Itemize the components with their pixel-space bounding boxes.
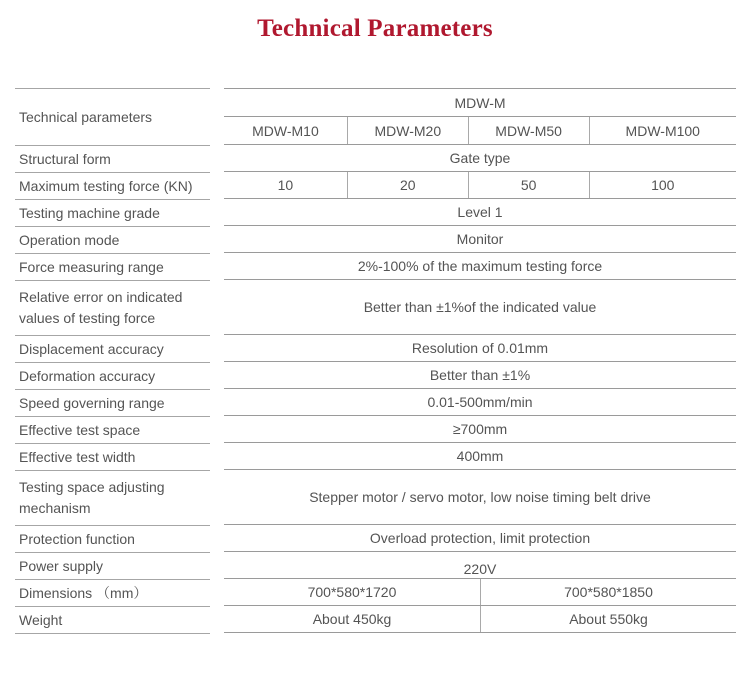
value-cell <box>224 199 736 225</box>
model-name: MDW-M10 <box>252 122 319 139</box>
value-text: Better than ±1%of the indicated value <box>363 299 597 315</box>
value-text: About 450kg <box>312 611 392 627</box>
value-text: 0.01-500mm/min <box>427 394 533 410</box>
row-force-range <box>224 253 736 280</box>
group-header-cell <box>224 89 736 116</box>
model-header-cell <box>468 117 589 144</box>
value-text: Stepper motor / servo motor, low noise timing belt drive <box>309 489 651 505</box>
value-text: 50 <box>520 177 537 193</box>
model-name: MDW-M100 <box>625 122 700 139</box>
corner-label-cell <box>15 89 210 146</box>
row-label-max-force <box>15 173 210 200</box>
value-text: 220V <box>463 561 497 577</box>
label-text: Maximum testing force (KN) <box>19 177 193 194</box>
row-label-relative-error <box>15 281 210 336</box>
row-protection <box>224 525 736 552</box>
value-cell <box>224 362 736 388</box>
value-cell <box>224 606 480 632</box>
value-cell <box>480 579 736 605</box>
row-label-power-supply <box>15 553 210 580</box>
value-text: 400mm <box>456 448 504 464</box>
label-text: Effective test width <box>19 448 136 465</box>
value-text: 700*580*1850 <box>564 584 653 600</box>
value-cell <box>224 172 347 198</box>
model-header-cell <box>347 117 468 144</box>
label-text: Speed governing range <box>19 394 165 411</box>
row-operation-mode <box>224 226 736 253</box>
value-cell <box>224 280 736 334</box>
row-label-test-width <box>15 444 210 471</box>
group-header-row <box>224 89 736 117</box>
row-label-force-range <box>15 254 210 281</box>
value-text: 700*580*1720 <box>307 584 397 600</box>
corner-label: Technical parameters <box>19 108 153 125</box>
values-column <box>224 88 736 634</box>
label-text: Effective test space <box>19 421 141 438</box>
value-text: Overload protection, limit protection <box>369 530 591 546</box>
column-gap <box>210 88 224 634</box>
label-text: Deformation accuracy <box>19 367 156 384</box>
model-name: MDW-M50 <box>495 122 562 139</box>
value-cell <box>347 172 468 198</box>
row-label-adjusting-mechanism <box>15 471 210 526</box>
row-displacement-accuracy <box>224 335 736 362</box>
label-text: Force measuring range <box>19 258 164 275</box>
value-text: Gate type <box>449 150 511 166</box>
label-text: Operation mode <box>19 231 120 248</box>
row-label-deformation-accuracy <box>15 363 210 390</box>
row-weight <box>224 606 736 633</box>
row-deformation-accuracy <box>224 362 736 389</box>
label-text: Relative error on indicated values of testing force <box>19 289 183 326</box>
model-header-row <box>224 117 736 145</box>
model-name: MDW-M20 <box>374 122 442 139</box>
value-cell <box>224 443 736 469</box>
row-relative-error <box>224 280 736 335</box>
value-cell <box>224 389 736 415</box>
value-cell <box>224 226 736 252</box>
row-label-weight <box>15 607 210 634</box>
value-cell <box>468 172 589 198</box>
label-text: Weight <box>19 611 63 628</box>
value-text: 2%-100% of the maximum testing force <box>357 258 603 274</box>
row-max-force <box>224 172 736 199</box>
page-title: Technical Parameters <box>257 15 493 42</box>
row-label-structural-form <box>15 146 210 173</box>
row-label-machine-grade <box>15 200 210 227</box>
row-dimensions <box>224 579 736 606</box>
value-text: 20 <box>400 177 416 193</box>
label-text: Dimensions （mm） <box>19 584 148 601</box>
model-header-cell <box>589 117 736 144</box>
value-cell <box>224 525 736 551</box>
value-text: About 550kg <box>569 611 648 627</box>
row-label-test-space <box>15 417 210 444</box>
label-text: Power supply <box>19 557 104 574</box>
row-label-speed-range <box>15 390 210 417</box>
row-power-supply <box>224 552 736 579</box>
value-text: Resolution of 0.01mm <box>411 340 549 356</box>
row-adjusting-mechanism <box>224 470 736 525</box>
value-cell <box>224 416 736 442</box>
value-text: Monitor <box>456 231 504 247</box>
row-test-width <box>224 443 736 470</box>
row-speed-range <box>224 389 736 416</box>
value-text: 100 <box>651 177 675 193</box>
row-label-operation-mode <box>15 227 210 254</box>
parameters-table <box>15 88 736 634</box>
value-text: 10 <box>277 177 294 193</box>
row-label-dimensions <box>15 580 210 607</box>
row-structural-form <box>224 145 736 172</box>
row-machine-grade <box>224 199 736 226</box>
value-cell <box>224 145 736 171</box>
label-column <box>15 88 210 634</box>
label-text: Testing machine grade <box>19 204 160 221</box>
row-test-space <box>224 416 736 443</box>
value-cell <box>224 579 480 605</box>
group-header-text: MDW-M <box>454 94 506 111</box>
value-cell <box>224 552 736 578</box>
value-cell <box>589 172 736 198</box>
value-cell <box>224 335 736 361</box>
value-text: Level 1 <box>457 204 503 220</box>
value-cell <box>224 253 736 279</box>
row-label-displacement-accuracy <box>15 336 210 363</box>
value-text: ≥700mm <box>452 421 508 437</box>
value-cell <box>480 606 736 632</box>
model-header-cell <box>224 117 347 144</box>
label-text: Testing space adjusting mechanism <box>19 479 165 516</box>
label-text: Structural form <box>19 150 111 167</box>
label-text: Protection function <box>19 530 135 547</box>
value-text: Better than ±1% <box>429 367 531 383</box>
value-cell <box>224 470 736 524</box>
row-label-protection <box>15 526 210 553</box>
label-text: Displacement accuracy <box>19 340 164 357</box>
